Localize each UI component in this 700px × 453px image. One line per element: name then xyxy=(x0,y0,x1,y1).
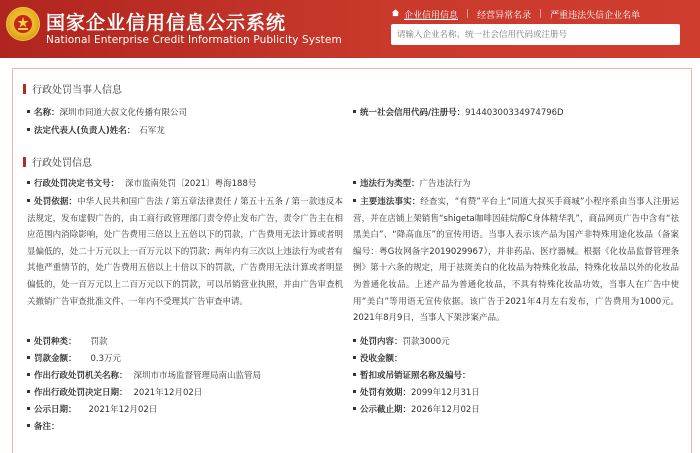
publicity-date-label: 公示日期： xyxy=(34,405,77,415)
penalty-type-label: 处罚种类： xyxy=(34,337,77,347)
top-nav: 企业信用信息 | 经营异常名录 | 严重违法失信企业名单 xyxy=(391,7,640,21)
credit-code-label: 统一社会信用代码/注册号： xyxy=(360,108,466,118)
party-name-label: 名称： xyxy=(34,108,60,118)
home-icon xyxy=(391,8,400,20)
fine-amount-label: 罚款金额： xyxy=(34,354,77,364)
confiscation-label: 没收金额： xyxy=(360,354,403,364)
site-header xyxy=(0,0,700,58)
penalty-basis-value: 中华人民共和国广告法 / 第五章法律责任 / 第五十五条 / 第一款违反本法规定，发布虚假广告的，由工商行政管理部门责令停止发布广告，责令广告主在相应范围内消除影响，处广告费用三倍以上五倍以下的罚款，广告费用无法计算或者明显偏低的，处二十万元以上一百万元以下的罚款；两年内有三次以上违法行为或者有其他严重情节的，处广告费用五倍以上十倍以下的罚款，广告费用无法计算或者明显偏低的，处一百万元以上二百万元以下的罚款，可以吊销营业执照，并由广告审查机关撤销广告审查批准文件、一年内不受理其广告审查申请。 xyxy=(27,197,343,307)
penalty-basis-label: 处罚依据： xyxy=(34,197,78,207)
party-name-row xyxy=(27,105,187,122)
penalty-section-title: 行政处罚信息 xyxy=(23,154,92,169)
party-section-title: 行政处罚当事人信息 xyxy=(23,81,122,96)
remark-label: 备注： xyxy=(34,422,60,432)
legal-rep-value: 石军龙 xyxy=(139,126,165,136)
violation-type-label: 违法行为类型： xyxy=(360,179,420,189)
penalty-type-value: 罚款 xyxy=(90,337,108,347)
content-panel xyxy=(12,68,692,453)
penalty-type-row xyxy=(27,334,108,351)
decision-date-label: 作出行政处罚决定日期： xyxy=(34,388,128,398)
decision-date-row xyxy=(27,385,202,402)
decision-doc-value: 深市监南处罚〔2021〕粤海188号 xyxy=(125,179,257,189)
penalty-content-label: 处罚内容： xyxy=(360,337,403,347)
legal-rep-row xyxy=(27,123,165,140)
publicity-end-label: 公示截止期： xyxy=(360,405,412,415)
decision-date-value: 2021年12月02日 xyxy=(133,388,203,398)
site-subtitle: National Enterprise Credit Information Publicity System xyxy=(46,34,342,46)
search-input[interactable] xyxy=(397,30,674,40)
nav-abnormal-list[interactable]: 经营异常名录 xyxy=(477,10,532,21)
search-box xyxy=(391,24,680,45)
suspension-label: 暂扣或吊销证照名称及编号： xyxy=(360,371,471,381)
authority-value: 深圳市市场监督管理局南山监管局 xyxy=(133,371,262,381)
national-emblem-icon xyxy=(6,7,40,41)
nav-label: 企业信用信息 xyxy=(404,10,459,21)
credit-code-value: 91440300334974796D xyxy=(465,108,564,118)
section-marker xyxy=(23,84,26,94)
section-marker xyxy=(23,157,26,167)
publicity-end-value: 2026年12月02日 xyxy=(411,405,480,415)
publicity-date-row xyxy=(27,402,157,419)
main-facts-value: 经查实，“有赞”平台上“同道大叔买手商城”小程序系由当事人注册运营，并在店铺上架销售“shigeta咖啡因硅烷醇C身体精华乳”，商品网页广告中含有“祛黑美白”、“降高血压”的宣传用语。当事人表示该产品为国产非特殊用途化妆品（备案编号：粤G妆网备字2019029967），并非药品、医疗器械。根据《化妆品监督管理条例》第十六条的规定，用于祛斑美白的化妆品为特殊化妆品，特殊化妆品以外的化妆品为普通化妆品。上述产品为普通化妆品，不具有特殊化妆品功效，当事人在广告中使用“美白”等用语无宣传依据。该广告于2021年4月左右发布，广告费用为1000元。2021年8月9日，当事人下架涉案产品。 xyxy=(353,197,679,324)
legal-rep-label: 法定代表人(负责人)姓名： xyxy=(34,126,136,136)
suspension-row xyxy=(353,368,471,385)
decision-doc-label: 行政处罚决定书文号： xyxy=(34,179,120,189)
fine-amount-row xyxy=(27,351,121,368)
penalty-content-value: 罚款3000元 xyxy=(402,337,450,347)
remark-row xyxy=(27,419,60,436)
publicity-date-value: 2021年12月02日 xyxy=(88,405,158,415)
main-facts-label: 主要违法事实： xyxy=(360,197,421,207)
validity-value: 2099年12月31日 xyxy=(411,388,480,398)
violation-type-value: 广告违法行为 xyxy=(419,179,471,189)
fine-amount-value: 0.3万元 xyxy=(90,354,122,364)
validity-label: 处罚有效期： xyxy=(360,388,412,398)
credit-code-row xyxy=(353,105,564,122)
confiscation-row xyxy=(353,351,403,368)
validity-row xyxy=(353,385,480,402)
violation-type-row xyxy=(353,176,471,193)
nav-serious-violation-list[interactable]: 严重违法失信企业名单 xyxy=(550,10,641,21)
decision-doc-row xyxy=(27,176,256,193)
authority-label: 作出行政处罚机关名称： xyxy=(34,371,128,381)
publicity-end-row xyxy=(353,402,480,419)
site-title: 国家企业信用信息公示系统 xyxy=(46,12,287,34)
authority-row xyxy=(27,368,261,385)
penalty-content-row xyxy=(353,334,450,351)
party-name-value: 深圳市同道大叔文化传播有限公司 xyxy=(59,108,188,118)
penalty-basis xyxy=(27,194,343,310)
nav-enterprise-credit[interactable] xyxy=(391,8,458,21)
main-facts xyxy=(353,194,679,327)
